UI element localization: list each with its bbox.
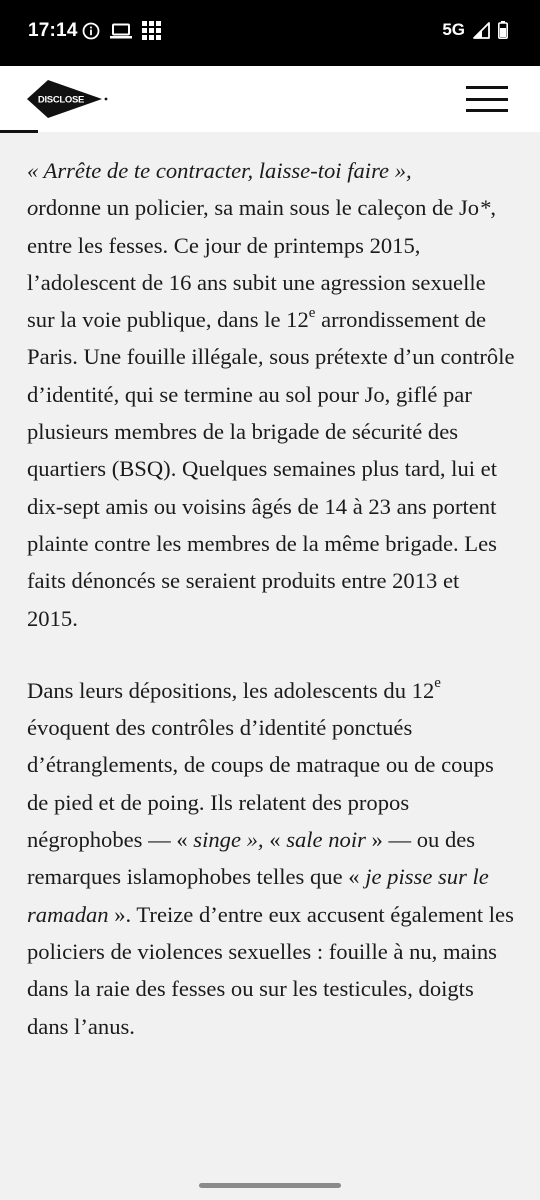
article-body	[27, 152, 515, 1045]
info-icon	[82, 22, 100, 40]
home-indicator[interactable]	[199, 1183, 341, 1188]
quote-text: « Arrête de te contracter, laisse-toi faire »,	[27, 158, 412, 183]
grid-icon	[142, 21, 161, 40]
menu-bar	[466, 86, 508, 89]
article-paragraph: « Arrête de te contracter, laisse-toi faire », ordonne un policier, sa main sous le caleçon de Jo*, entre les fesses. Ce jour de printemps 2015, l’adolescent de 16 ans subit une agression sexuelle sur la voie publique, dans le 12e arrondissement de Paris. Une fouille illégale, sous prétexte d’un contrôle d’identité, qui se termine au sol pour Jo, giflé par plusieurs membres de la brigade de sécurité des quartiers (BSQ). Quelques semaines plus tard, lui et dix-sept amis ou voisins âgés de 14 à 23 ans portent plainte contre les membres de la même brigade. Les faits dénoncés se seraient produits entre 2013 et 2015.	[27, 158, 515, 631]
battery-icon	[498, 21, 508, 39]
disclose-logo[interactable]	[24, 77, 110, 126]
site-header	[0, 66, 540, 132]
article-paragraph: Dans leurs dépositions, les adolescents du 12e évoquent des contrôles d’identité ponctués d’étranglements, de coups de matraque ou de coups de pied et de poing. Ils relatent des propos négrophobes — « singe », « sale noir » — ou des remarques islamophobes telles que « je pisse sur le ramadan ». Treize d’entre eux accusent également les policiers de violences sexuelles : fouille à nu, mains dans la raie des fesses ou sur les testicules, doigts dans l’anus.	[27, 675, 514, 1039]
status-bar	[0, 0, 540, 66]
status-time: 17:14	[28, 20, 78, 41]
header-accent-line	[0, 130, 38, 133]
status-icons-left	[82, 21, 161, 40]
status-icons-right	[442, 20, 508, 40]
network-label: 5G	[442, 20, 465, 39]
logo-text: DISCLOSE	[37, 94, 85, 106]
signal-icon	[473, 22, 490, 39]
laptop-icon	[110, 23, 132, 39]
menu-bar	[466, 109, 508, 112]
menu-bar	[466, 98, 508, 101]
hamburger-menu-icon[interactable]	[466, 86, 508, 112]
